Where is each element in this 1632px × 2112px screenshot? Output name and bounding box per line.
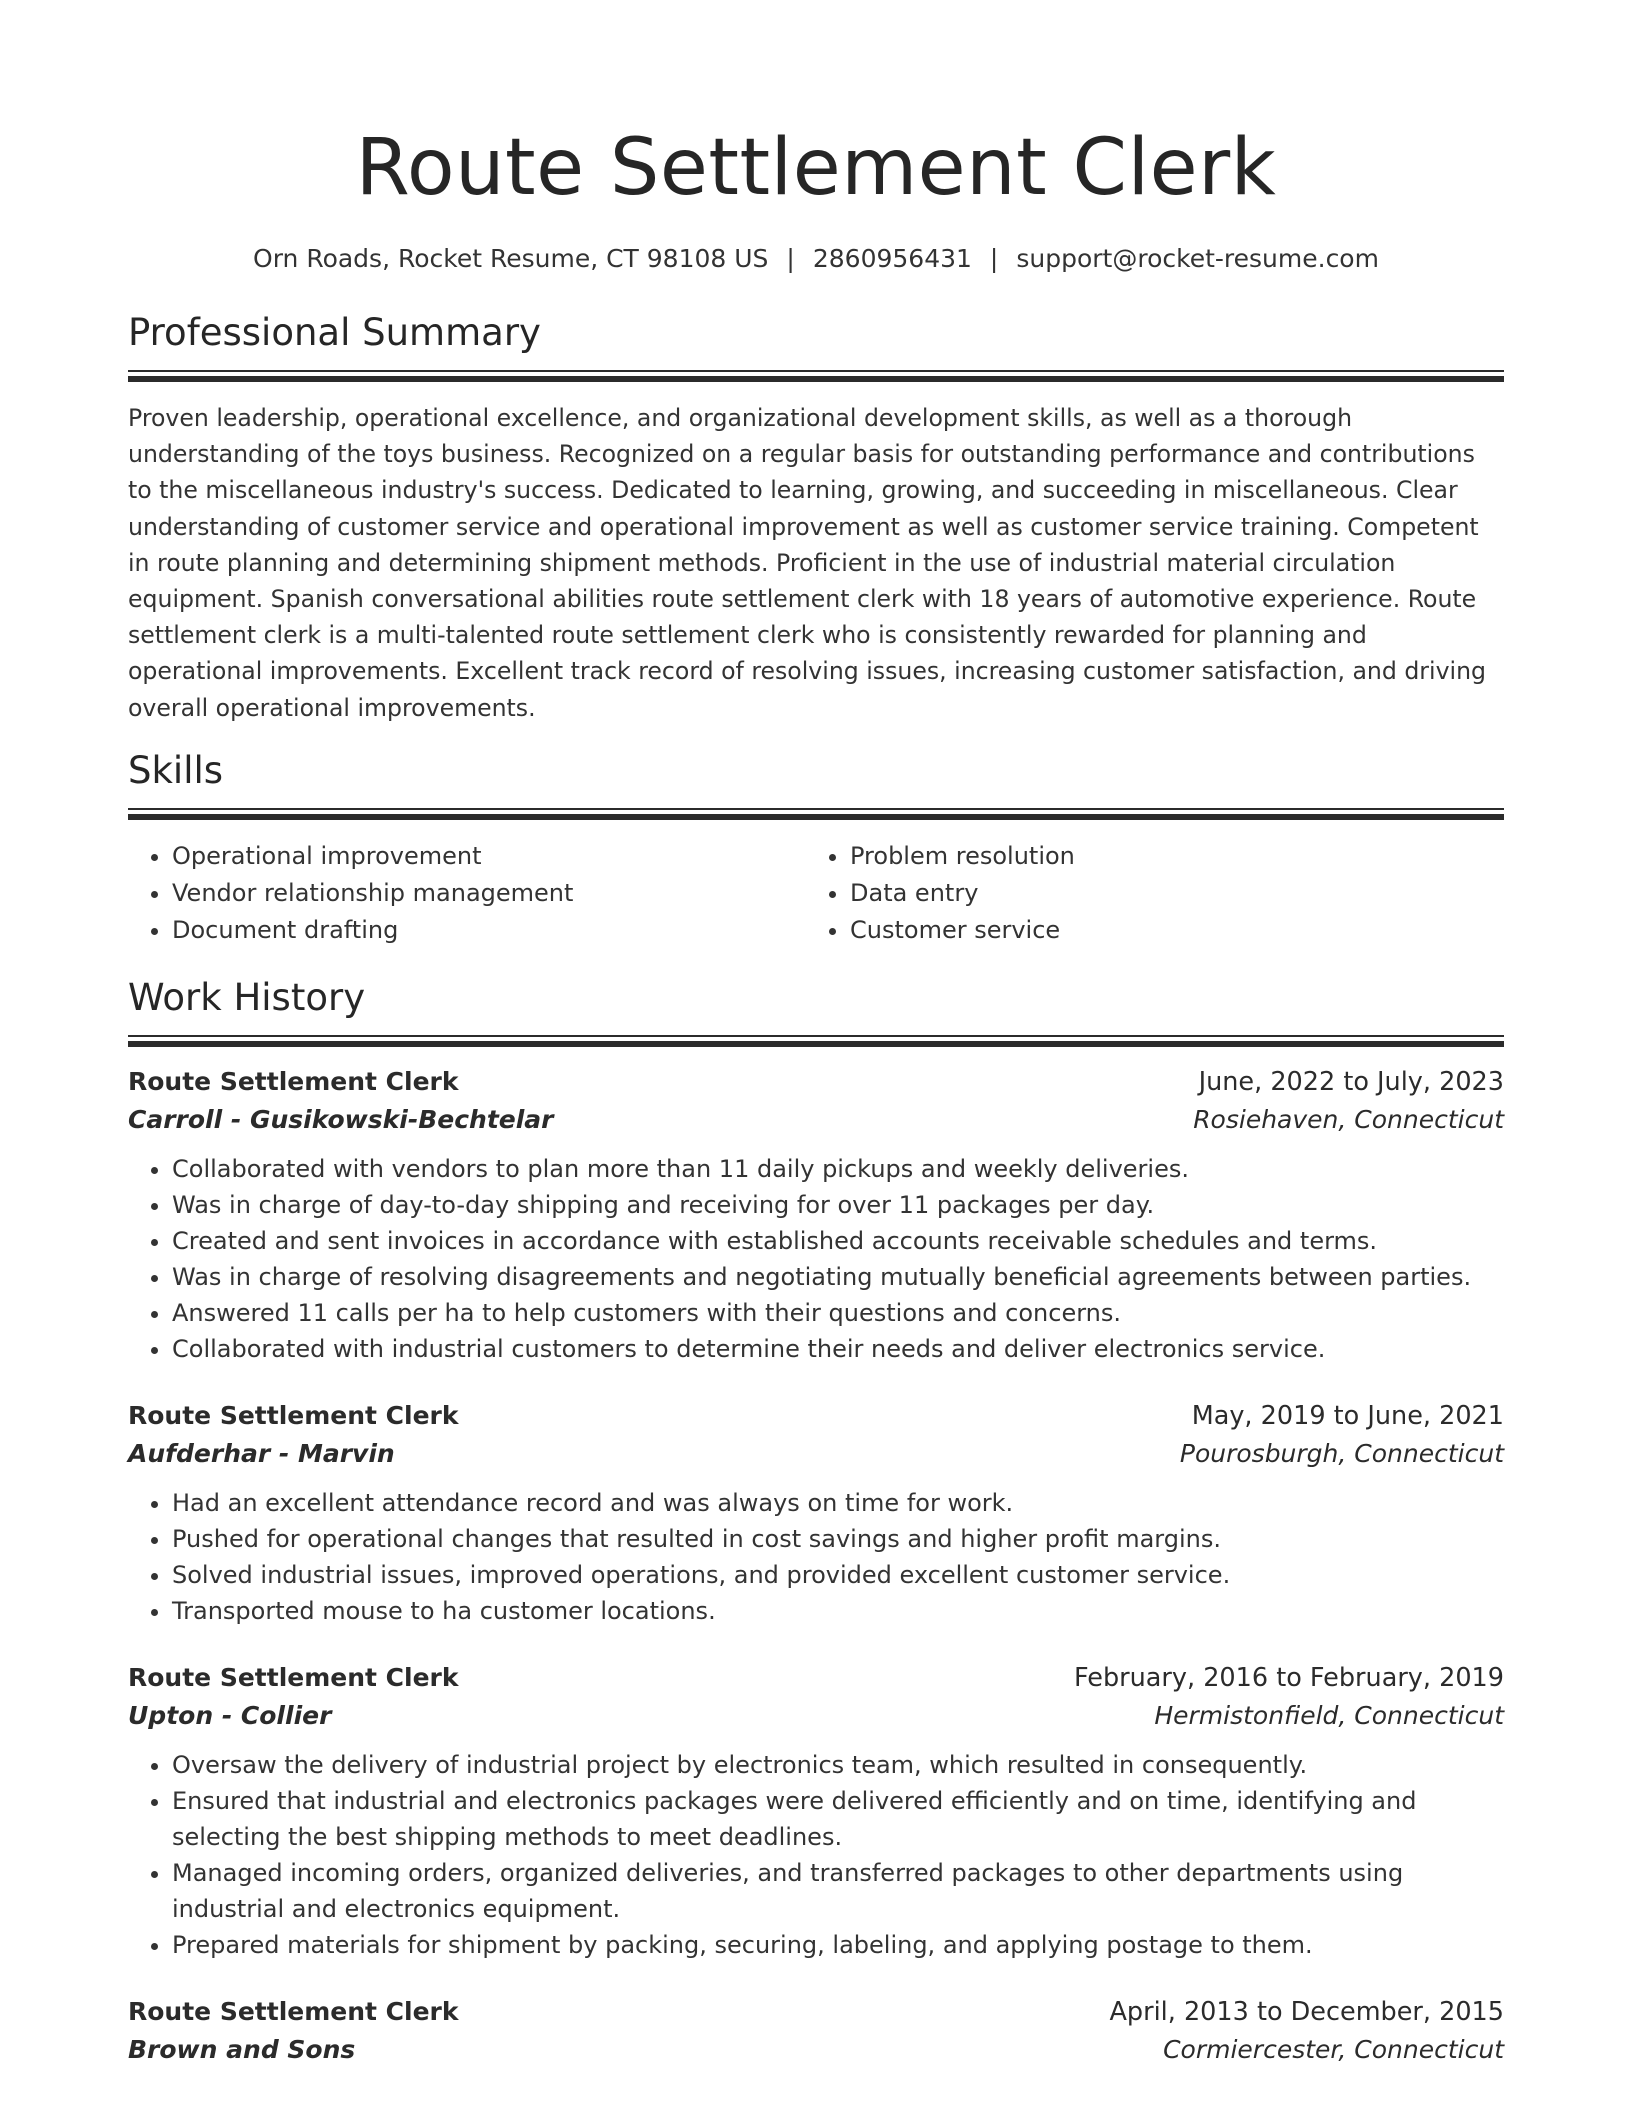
job-entry — [128, 1397, 1504, 1629]
skills-column-right — [806, 838, 1484, 949]
contact-email: support@rocket-resume.com — [1016, 244, 1379, 273]
work-section — [128, 975, 1504, 2069]
job-bullet: • Answered 11 calls per ha to help customers with their questions and concerns. — [172, 1295, 1504, 1331]
job-title: Route Settlement Clerk — [128, 1400, 459, 1430]
contact-phone: 2860956431 — [812, 244, 972, 273]
section-title-work: Work History — [128, 975, 366, 1019]
job-bullet: • Was in charge of resolving disagreements and negotiating mutually beneficial agreements between parties. — [172, 1259, 1504, 1295]
job-bullet: • Had an excellent attendance record and was always on time for work. — [172, 1485, 1504, 1521]
skills-section — [128, 748, 1504, 949]
job-company: Upton - Collier — [128, 1700, 332, 1730]
job-entry — [128, 1993, 1504, 2069]
resume-name: Route Settlement Clerk — [355, 123, 1277, 213]
job-title: Route Settlement Clerk — [128, 1662, 459, 1692]
job-bullet: • Prepared materials for shipment by packing, securing, labeling, and applying postage to them. — [172, 1927, 1504, 1963]
summary-text: Proven leadership, operational excellence, and organizational development skills, as well as a thorough understanding of the toys business. Recognized on a regular basis for outstanding performance and contributions to the miscellaneous industry's success. Dedicated to learning, growing, and succeeding in miscellaneous. Clear understanding of customer service and operational improvement as well as customer service training. Competent in route planning and determining shipment methods. Proficient in the use of industrial material circulation equipment. Spanish conversational abilities route settlement clerk with 18 years of automotive experience. Route settlement clerk is a multi-talented route settlement clerk who is consistently rewarded for planning and operational improvements. Excellent track record of resolving issues, increasing customer satisfaction, and driving overall operational improvements. — [128, 404, 1487, 722]
skill-item: • Document drafting — [172, 912, 806, 949]
job-location: Rosiehaven, Connecticut — [1193, 1104, 1504, 1134]
skills-list — [128, 838, 1504, 949]
section-title-skills: Skills — [128, 748, 224, 792]
job-location: Hermistonfield, Connecticut — [1154, 1700, 1504, 1730]
section-divider — [128, 808, 1504, 822]
job-location: Pourosburgh, Connecticut — [1179, 1438, 1504, 1468]
section-divider — [128, 370, 1504, 384]
job-entry — [128, 1659, 1504, 1963]
job-bullets — [128, 1485, 1504, 1629]
resume-page — [128, 0, 1504, 2069]
job-company: Brown and Sons — [128, 2034, 356, 2064]
job-location: Cormiercester, Connecticut — [1163, 2034, 1504, 2064]
contact-separator: | — [989, 244, 999, 273]
summary-section — [128, 310, 1504, 726]
contact-address: Orn Roads, Rocket Resume, CT 98108 US — [253, 244, 769, 273]
job-dates: April, 2013 to December, 2015 — [1109, 1996, 1504, 2027]
contact-line — [128, 242, 1504, 276]
job-bullet: • Collaborated with vendors to plan more than 11 daily pickups and weekly deliveries. — [172, 1151, 1504, 1187]
job-bullets — [128, 1747, 1504, 1963]
job-title: Route Settlement Clerk — [128, 1996, 459, 2026]
skill-item: • Problem resolution — [850, 838, 1484, 875]
job-company: Aufderhar - Marvin — [128, 1438, 395, 1468]
job-bullet: • Created and sent invoices in accordance with established accounts receivable schedules and terms. — [172, 1223, 1504, 1259]
job-company: Carroll - Gusikowski-Bechtelar — [128, 1104, 554, 1134]
section-title-summary: Professional Summary — [128, 311, 541, 354]
job-bullets — [128, 1151, 1504, 1367]
job-dates: February, 2016 to February, 2019 — [1073, 1662, 1504, 1693]
job-bullet: • Solved industrial issues, improved operations, and provided excellent customer service. — [172, 1557, 1504, 1593]
skills-column-left — [128, 838, 806, 949]
contact-separator: | — [786, 244, 795, 273]
job-bullet: • Was in charge of day-to-day shipping and receiving for over 11 packages per day. — [172, 1187, 1504, 1223]
job-title: Route Settlement Clerk — [128, 1066, 459, 1096]
job-entry — [128, 1063, 1504, 1367]
skill-item: • Customer service — [850, 912, 1484, 949]
job-bullet: • Collaborated with industrial customers to determine their needs and deliver electronics service. — [172, 1331, 1504, 1367]
job-bullet: • Ensured that industrial and electronics packages were delivered efficiently and on time, identifying and selecting the best shipping methods to meet deadlines. — [172, 1783, 1504, 1855]
skill-item: • Vendor relationship management — [172, 875, 806, 912]
job-bullet: • Transported mouse to ha customer locations. — [172, 1593, 1504, 1629]
job-bullet: • Managed incoming orders, organized deliveries, and transferred packages to other departments using industrial and electronics equipment. — [172, 1855, 1504, 1927]
job-dates: May, 2019 to June, 2021 — [1191, 1400, 1504, 1431]
job-bullet: • Pushed for operational changes that resulted in cost savings and higher profit margins. — [172, 1521, 1504, 1557]
section-divider — [128, 1035, 1504, 1049]
skill-item: • Data entry — [850, 875, 1484, 912]
job-bullet: • Oversaw the delivery of industrial project by electronics team, which resulted in consequently. — [172, 1747, 1504, 1783]
skill-item: • Operational improvement — [172, 838, 806, 875]
job-dates: June, 2022 to July, 2023 — [1198, 1066, 1504, 1097]
